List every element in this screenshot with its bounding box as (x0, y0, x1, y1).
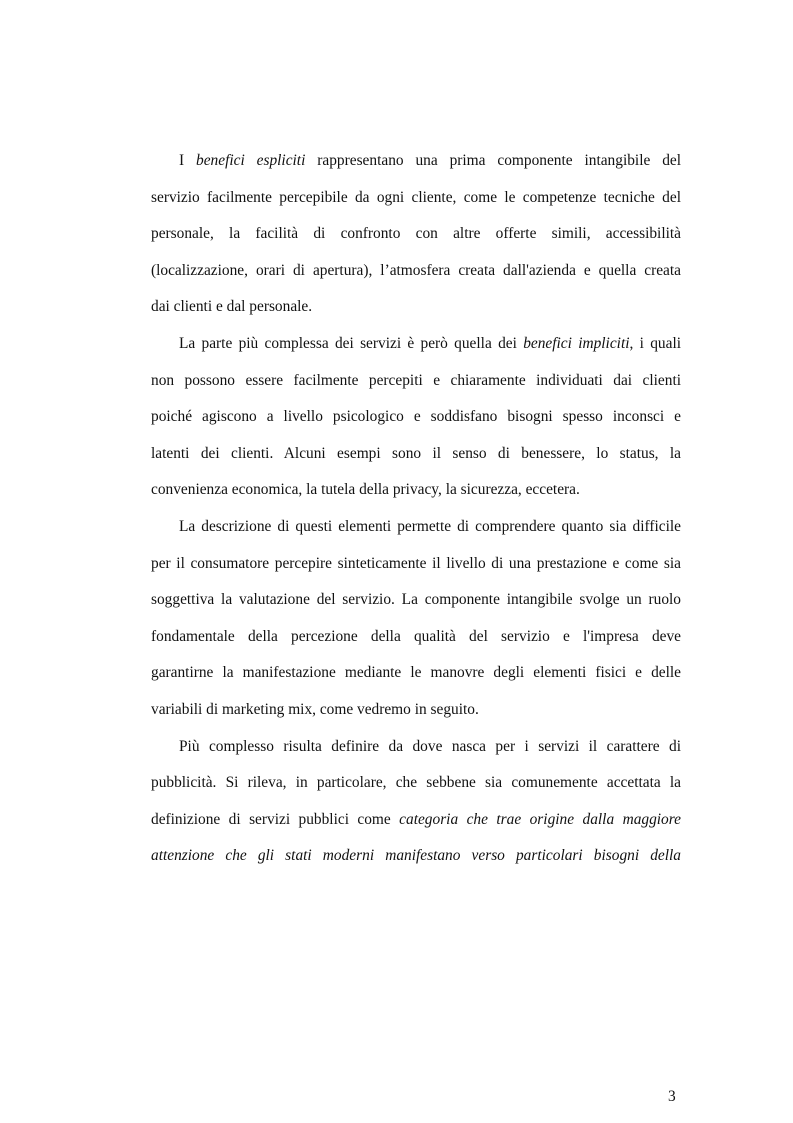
text-line: Più complesso risulta definire da dove nasca per i servizi il carattere di (179, 737, 681, 755)
text-line: I benefici espliciti rappresentano una prima componente intangibile del (179, 152, 681, 169)
paragraph (151, 143, 681, 326)
text-line: personale, la facilità di confronto con altre offerte simili, accessibilità (151, 225, 681, 243)
paragraph (151, 729, 681, 875)
paragraph (151, 326, 681, 509)
text-line: servizio facilmente percepibile da ogni cliente, come le competenze tecniche del (151, 188, 681, 206)
text-line: pubblicità. Si rileva, in particolare, che sebbene sia comunemente accettata la (151, 774, 681, 792)
text-line: per il consumatore percepire sinteticamente il livello di una prestazione e come sia (151, 554, 681, 572)
text-line: variabili di marketing mix, come vedremo in seguito. (151, 700, 479, 718)
document-body (151, 143, 681, 875)
text-line: definizione di servizi pubblici come categoria che trae origine dalla maggiore (151, 810, 681, 828)
paragraph (151, 509, 681, 729)
text-line: attenzione che gli stati moderni manifestano verso particolari bisogni della (151, 847, 681, 865)
text-line: non possono essere facilmente percepiti e chiaramente individuati dai clienti (151, 371, 681, 389)
text-line: garantirne la manifestazione mediante le manovre degli elementi fisici e delle (151, 664, 681, 682)
text-line: La parte più complessa dei servizi è però quella dei benefici impliciti, i quali (179, 334, 681, 352)
text-line: latenti dei clienti. Alcuni esempi sono il senso di benessere, lo status, la (151, 444, 681, 462)
text-line: soggettiva la valutazione del servizio. La componente intangibile svolge un ruolo (151, 591, 681, 609)
text-line: La descrizione di questi elementi permette di comprendere quanto sia difficile (179, 517, 681, 535)
page-number: 3 (668, 1088, 676, 1105)
text-line: poiché agiscono a livello psicologico e soddisfano bisogni spesso inconsci e (151, 408, 681, 426)
text-line: (localizzazione, orari di apertura), l’atmosfera creata dall'azienda e quella creata (151, 261, 681, 279)
text-line: convenienza economica, la tutela della privacy, la sicurezza, eccetera. (151, 481, 580, 499)
text-line: fondamentale della percezione della qualità del servizio e l'impresa deve (151, 627, 681, 645)
text-line: dai clienti e dal personale. (151, 298, 313, 316)
